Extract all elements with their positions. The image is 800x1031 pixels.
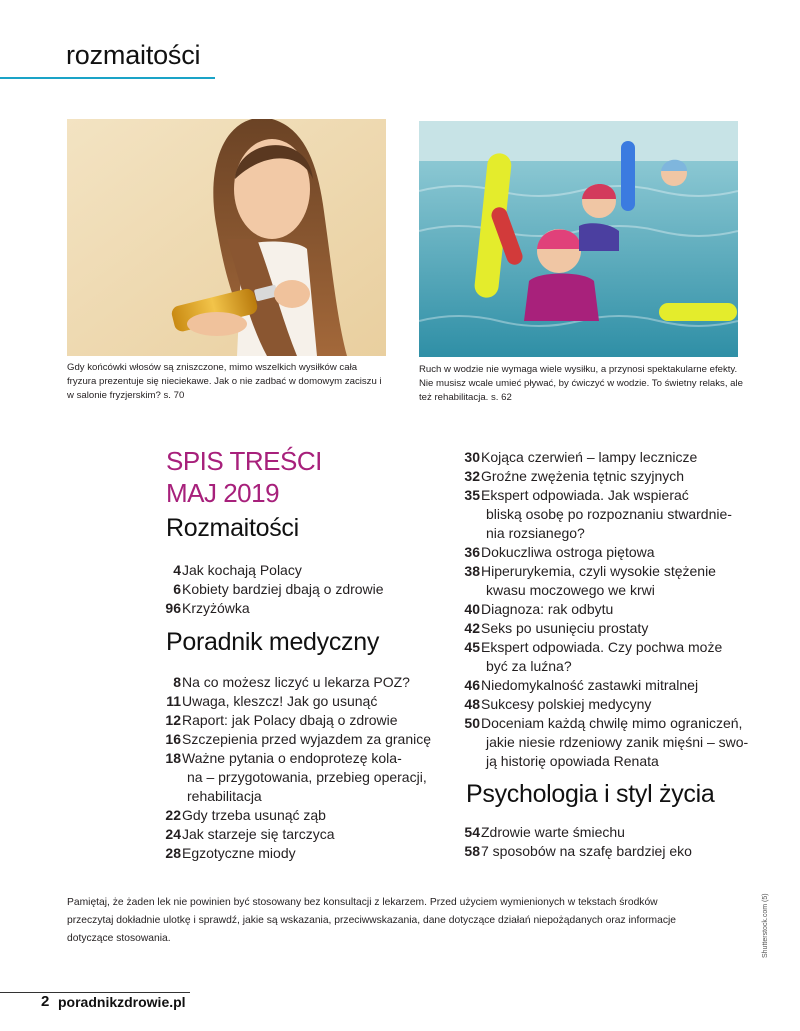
toc-item <box>456 842 756 861</box>
toc-item-title: Dokuczliwa ostroga piętowa <box>481 544 655 560</box>
toc-item-title: Groźne zwężenia tętnic szyjnych <box>481 468 685 484</box>
toc-item-title: Na co możesz liczyć u lekarza POZ? <box>182 674 410 690</box>
toc-item <box>157 561 407 580</box>
toc-item-page: 96 <box>165 600 181 616</box>
toc-item-title: Diagnoza: rak odbytu <box>481 601 614 617</box>
toc-item-title-cont: na – przygotowania, przebieg operacji, <box>187 769 427 785</box>
toc-item-page: 38 <box>464 563 480 579</box>
toc-item-title: Ekspert odpowiada. Czy pochwa może <box>481 639 723 655</box>
toc-item-page: 24 <box>165 826 181 842</box>
toc-item-page: 8 <box>173 674 181 690</box>
toc-item <box>157 692 447 711</box>
toc-item-page: 18 <box>165 750 181 766</box>
toc-item-title: Doceniam każdą chwilę mimo ograniczeń, <box>481 715 743 731</box>
toc-item-title-cont: nia rozsianego? <box>486 525 585 541</box>
toc-item-page: 22 <box>165 807 181 823</box>
pool-photo-caption: Ruch w wodzie nie wymaga wiele wysiłku, a przynosi spektakularne efekty. Nie musisz wcale umieć pływać, by ćwiczyć w wodzie. To świetny relaks, ale też rehabilitacja. s. 62 <box>419 364 743 403</box>
toc-item-title-cont: jakie niesie rdzeniowy zanik mięśni – swo- <box>486 734 749 750</box>
toc-list-poradnik-left <box>157 673 447 863</box>
toc-item-page: 16 <box>165 731 181 747</box>
toc-item-title: Zdrowie warte śmiechu <box>481 824 625 840</box>
toc-item <box>157 711 447 730</box>
toc-item <box>157 844 447 863</box>
toc-item-title: Niedomykalność zastawki mitralnej <box>481 677 699 693</box>
toc-item <box>157 599 407 618</box>
toc-item-page: 48 <box>464 696 480 712</box>
toc-item-page: 12 <box>165 712 181 728</box>
toc-item-title: Sukcesy polskiej medycyny <box>481 696 652 712</box>
toc-item-title: Raport: jak Polacy dbają o zdrowie <box>182 712 398 728</box>
section-title: rozmaitości <box>66 40 201 70</box>
toc-item-title-cont: rehabilitacja <box>187 788 262 804</box>
toc-item-title: Hiperurykemia, czyli wysokie stężenie <box>481 563 716 579</box>
category-psychologia: Psychologia i styl życia <box>466 780 715 808</box>
toc-item-page: 32 <box>464 468 480 484</box>
toc-item <box>157 749 447 806</box>
toc-item-page: 54 <box>464 824 480 840</box>
hair-oil-photo <box>67 119 386 356</box>
section-rule <box>0 77 215 79</box>
toc-item <box>456 676 756 695</box>
toc-item-title: Ekspert odpowiada. Jak wspierać <box>481 487 689 503</box>
toc-item-title: Kobiety bardziej dbają o zdrowie <box>182 581 384 597</box>
toc-item <box>456 562 756 600</box>
toc-item <box>456 543 756 562</box>
toc-item <box>157 806 447 825</box>
toc-item-title: 7 sposobów na szafę bardziej eko <box>481 843 692 859</box>
toc-item <box>456 638 756 676</box>
toc-item <box>456 448 756 467</box>
toc-item-title: Kojąca czerwień – lampy lecznicze <box>481 449 698 465</box>
toc-item-page: 11 <box>166 693 181 709</box>
toc-item-page: 42 <box>464 620 480 636</box>
toc-item-title: Krzyżówka <box>182 600 250 616</box>
toc-item-title: Uwaga, kleszcz! Jak go usunąć <box>182 693 378 709</box>
toc-item <box>157 580 407 599</box>
toc-item-title: Ważne pytania o endoprotezę kola- <box>182 750 402 766</box>
category-rozmaitosci: Rozmaitości <box>166 514 299 542</box>
toc-item-page: 35 <box>464 487 480 503</box>
toc-item <box>456 619 756 638</box>
site-name: poradnikzdrowie.pl <box>58 994 186 1010</box>
toc-item-title: Szczepienia przed wyjazdem za granicę <box>182 731 432 747</box>
toc-item-page: 4 <box>173 562 181 578</box>
hair-photo-caption: Gdy końcówki włosów są zniszczone, mimo wszelkich wysiłków cała fryzura prezentuje się nieciekawe. Jak o nie zadbać w domowym zaciszu i w salonie fryzjerskim? s. 70 <box>67 362 382 401</box>
toc-item-page: 30 <box>464 449 480 465</box>
toc-item-title: Jak kochają Polacy <box>182 562 302 578</box>
page-number: 2 <box>41 993 50 1010</box>
toc-item-page: 46 <box>464 677 480 693</box>
toc-item-page: 45 <box>464 639 480 655</box>
category-poradnik-medyczny: Poradnik medyczny <box>166 628 380 656</box>
toc-item-title: Egzotyczne miody <box>182 845 296 861</box>
toc-list-rozmaitosci <box>157 561 407 618</box>
toc-list-poradnik-right <box>456 448 756 771</box>
toc-item <box>157 825 447 844</box>
toc-item <box>157 673 447 692</box>
toc-item-page: 50 <box>464 715 480 731</box>
toc-item-page: 28 <box>165 845 181 861</box>
toc-item <box>456 600 756 619</box>
toc-item-title-cont: być za luźna? <box>486 658 572 674</box>
toc-item <box>456 695 756 714</box>
toc-item-title: Gdy trzeba usunąć ząb <box>182 807 326 823</box>
toc-item <box>456 486 756 543</box>
toc-item-title-cont: bliską osobę po rozpoznaniu stwardnie- <box>486 506 732 522</box>
toc-heading <box>166 445 322 509</box>
toc-item <box>456 714 756 771</box>
toc-item-page: 58 <box>464 843 480 859</box>
toc-item-title-cont: kwasu moczowego we krwi <box>486 582 655 598</box>
toc-item-title: Seks po usunięciu prostaty <box>481 620 649 636</box>
photo-credit: Shutterstock.com (5) <box>762 893 769 958</box>
toc-issue-date: MAJ 2019 <box>166 478 280 508</box>
toc-title: SPIS TREŚCI <box>166 446 322 476</box>
toc-item-title-cont: ją historię opowiada Renata <box>486 753 659 769</box>
toc-item-page: 40 <box>464 601 480 617</box>
toc-list-psychologia <box>456 823 756 861</box>
toc-item <box>456 467 756 486</box>
toc-item <box>157 730 447 749</box>
water-exercise-photo <box>419 121 738 357</box>
medical-disclaimer: Pamiętaj, że żaden lek nie powinien być stosowany bez konsultacji z lekarzem. Przed użyciem wymienionych w tekstach środków przeczytaj dokładnie ulotkę i sprawdź, jakie są wskazania, przeciwwskazania, dane dotyczące działań niepożądanych oraz informacje dotyczące stosowania. <box>67 897 676 944</box>
toc-item-page: 6 <box>173 581 181 597</box>
toc-item-page: 36 <box>464 544 480 560</box>
toc-item-title: Jak starzeje się tarczyca <box>182 826 335 842</box>
footer-rule <box>0 992 190 993</box>
toc-item <box>456 823 756 842</box>
